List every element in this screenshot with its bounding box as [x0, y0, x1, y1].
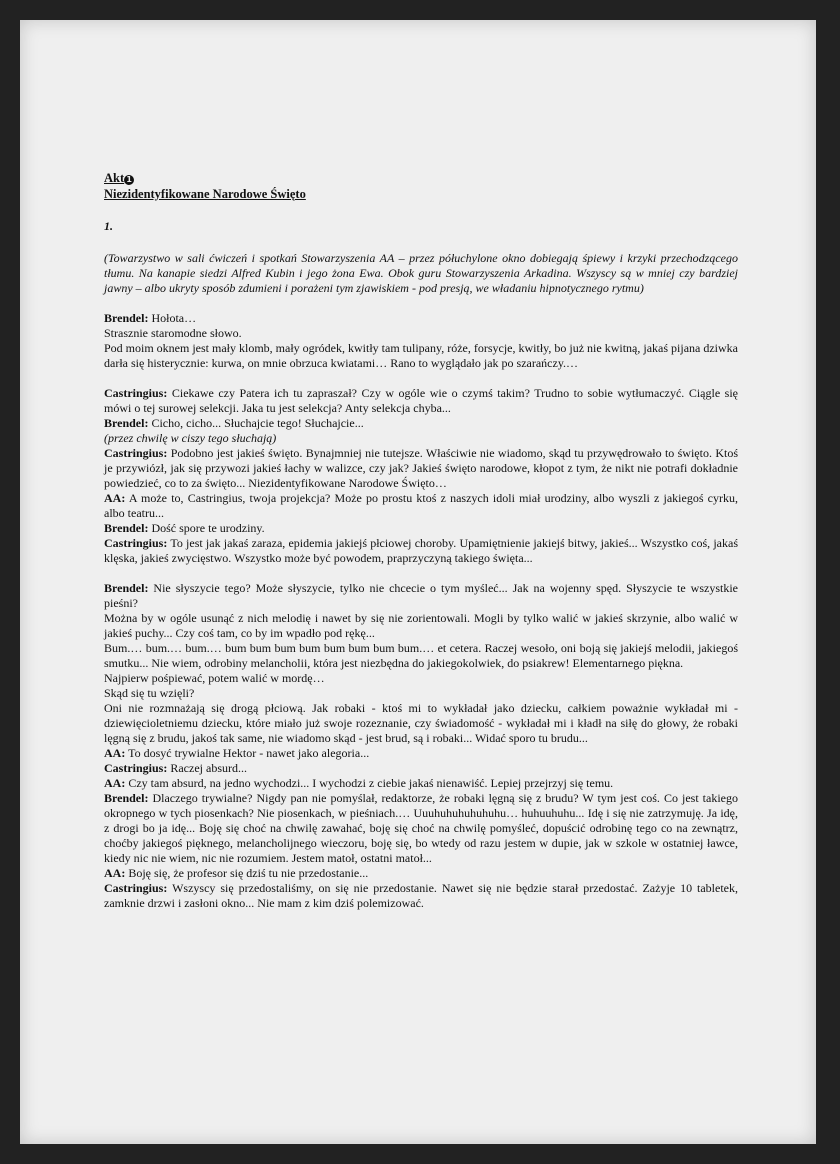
dialogue-line [104, 416, 738, 431]
dialogue-line [104, 341, 738, 371]
speech-text: Pod moim oknem jest mały klomb, mały ogródek, kwitły tam tulipany, róże, forsycje, kwitły, bo już nie kwitną, jakaś pijana dziwka darła się histerycznie: kurwa, on mnie obrzuca kwiatami… Rano to wyglądało jak po szarańczy.… [104, 341, 738, 370]
speech-text: Hołota… [148, 311, 197, 325]
dialogue-line [104, 431, 738, 446]
speech-text: Można by w ogóle usunąć z nich melodię i nawet by się nie zorientowali. Mogli by tylko walić w jakieś skrzynie, albo walić w jakieś puchy... Czy coś tam, co by im wpadło pod rękę... [104, 611, 738, 640]
stage-direction-inline: (przez chwilę w ciszy tego słuchają) [104, 431, 277, 445]
speaker-name: Brendel: [104, 791, 149, 805]
speech-text: Bum.… bum.… bum.… bum bum bum bum bum bum bum bum.… et cetera. Raczej wesoło, oni boją się jakiejś melodii, jakiegoś smutku... Nie wiem, odrobiny melancholii, która jest niezbędna do jakiegokolwiek, do psiakrew! Elementarnego piękna. [104, 641, 738, 670]
dialogue-line [104, 701, 738, 746]
speech-text: Ciekawe czy Patera ich tu zapraszał? Czy w ogóle wie o czymś takim? Trudno to sobie wytłumaczyć. Ciągle się mówi o tej surowej selekcji. Jaka tu jest selekcja? Anty selekcja chyba... [104, 386, 738, 415]
dialogue [104, 311, 738, 911]
speaker-name: Brendel: [104, 581, 149, 595]
speech-text: A może to, Castringius, twoja projekcja? Może po prostu ktoś z naszych idoli miał urodziny, albo wyszli z jakiegoś cyrku, albo teatru... [104, 491, 738, 520]
speaker-name: Castringius: [104, 761, 168, 775]
dialogue-line [104, 866, 738, 881]
speaker-name: Brendel: [104, 416, 149, 430]
speech-text: Skąd się tu wzięli? [104, 686, 195, 700]
dialogue-line [104, 746, 738, 761]
speaker-name: Castringius: [104, 446, 168, 460]
dialogue-line [104, 761, 738, 776]
speaker-name: AA: [104, 776, 126, 790]
speaker-name: Castringius: [104, 881, 168, 895]
dialogue-line [104, 881, 738, 911]
dialogue-line [104, 611, 738, 641]
speaker-name: Brendel: [104, 521, 149, 535]
section-number: 1. [104, 219, 113, 233]
speech-text: Wszyscy się przedostaliśmy, on się nie przedostanie. Nawet się nie będzie starał przedostać. Zażyje 10 tabletek, zamknie drzwi i zasłoni okno... Nie mam z kim dziś polemizować. [104, 881, 738, 910]
act-number-badge: 1 [124, 175, 134, 185]
paragraph-gap [104, 566, 738, 581]
dialogue-line [104, 671, 738, 686]
speech-text: Raczej absurd... [167, 761, 247, 775]
speech-text: Oni nie rozmnażają się drogą płciową. Jak robaki - ktoś mi to wykładał jako dziecku, całkiem poważnie wykładał mi - dziewięcioletniemu dziecku, które miało już swoje rozeznanie, czy świadomość - wykładał mi i kładł na siłę do głowy, że robaki lęgną się z brudu, jakoś tak same, nie wiadomo skąd - jest brud, są i robaki... Widać sporo tu brudu... [104, 701, 738, 745]
speech-text: Podobno jest jakieś święto. Bynajmniej nie tutejsze. Właściwie nie wiadomo, skąd tu przywędrowało to święto. Ktoś je przywiózł, jak się przywozi jakieś łachy w walizce, czy jak? Jakieś święto narodowe, kłopot z tym, że nikt nie potrafi dokładnie powiedzieć, co to za święto... Niezidentyfikowane Narodowe Święto… [104, 446, 738, 490]
speech-text: Dlaczego trywialne? Nigdy pan nie pomyślał, redaktorze, że robaki lęgną się z brudu? W tym jest coś. Co jest takiego okropnego w tych piosenkach? Nie piosenkach, w pieśniach.… Uuuhuhuhuhuhuhu… huhuuhuhu... Idę i się nie zatrzymuję. Ja idę, z drogi bo ja idę... Boję się choć na chwilę zawahać, boję się choć na chwilę pomyśleć, dopuścić odrobinę tego co na zewnątrz, choćby jakiegoś pięknego, melancholijnego wieczoru, boję się, bo wtedy od razu jestem w dupie, jak w szkole w ostatniej ławce, kiedy nic nie wiem, nic nie rozumiem. Jestem matoł, ostatni matoł... [104, 791, 738, 865]
speaker-name: Castringius: [104, 536, 168, 550]
speech-text: Strasznie staromodne słowo. [104, 326, 242, 340]
speech-text: To dosyć trywialne Hektor - nawet jako alegoria... [125, 746, 370, 760]
dialogue-line [104, 326, 738, 341]
speech-text: To jest jak jakaś zaraza, epidemia jakiejś płciowej choroby. Upamiętnienie jakiejś bitwy, jakieś... Wszystko coś, jakaś klęska, jakieś zwycięstwo. Wszystko może być powodem, praprzyczyną takiego święta... [104, 536, 738, 565]
speaker-name: Brendel: [104, 311, 149, 325]
act-heading [104, 170, 738, 186]
speaker-name: AA: [104, 866, 126, 880]
document-title: Niezidentyfikowane Narodowe Święto [104, 187, 306, 201]
dialogue-line [104, 536, 738, 566]
spacer [104, 296, 738, 311]
stage-direction: (Towarzystwo w sali ćwiczeń i spotkań Stowarzyszenia AA – przez półuchylone okno dobiegają śpiewy i krzyki przechodzącego tłumu. Na kanapie siedzi Alfred Kubin i jego żona Ewa. Obok guru Stowarzyszenia Arkadina. Wszyscy są w mniej czy bardziej jawny – albo ukryty sposób zdumieni i porażeni tym zjawiskiem - pod presją, we władaniu hipnotycznego rytmu) [104, 251, 738, 295]
dialogue-line [104, 641, 738, 671]
document-content [104, 170, 738, 911]
dialogue-line [104, 311, 738, 326]
speech-text: Dość spore te urodziny. [148, 521, 265, 535]
speaker-name: AA: [104, 746, 126, 760]
speech-text: Nie słyszycie tego? Może słyszycie, tylko nie chcecie o tym myśleć... Jak na wojenny spęd. Słyszycie te wszystkie pieśni? [104, 581, 738, 610]
speech-text: Najpierw pośpiewać, potem walić w mordę… [104, 671, 325, 685]
act-label: Akt [104, 171, 125, 185]
dialogue-line [104, 791, 738, 866]
paragraph-gap [104, 371, 738, 386]
dialogue-line [104, 491, 738, 521]
dialogue-line [104, 446, 738, 491]
dialogue-line [104, 581, 738, 611]
speaker-name: AA: [104, 491, 126, 505]
dialogue-line [104, 386, 738, 416]
speaker-name: Castringius: [104, 386, 168, 400]
speech-text: Czy tam absurd, na jedno wychodzi... I wychodzi z ciebie jakaś nienawiść. Lepiej przejrzyj się temu. [125, 776, 614, 790]
dialogue-line [104, 521, 738, 536]
dialogue-line [104, 686, 738, 701]
speech-text: Cicho, cicho... Słuchajcie tego! Słuchajcie... [148, 416, 364, 430]
speech-text: Boję się, że profesor się dziś tu nie przedostanie... [125, 866, 369, 880]
dialogue-line [104, 776, 738, 791]
document-page [20, 20, 816, 1144]
